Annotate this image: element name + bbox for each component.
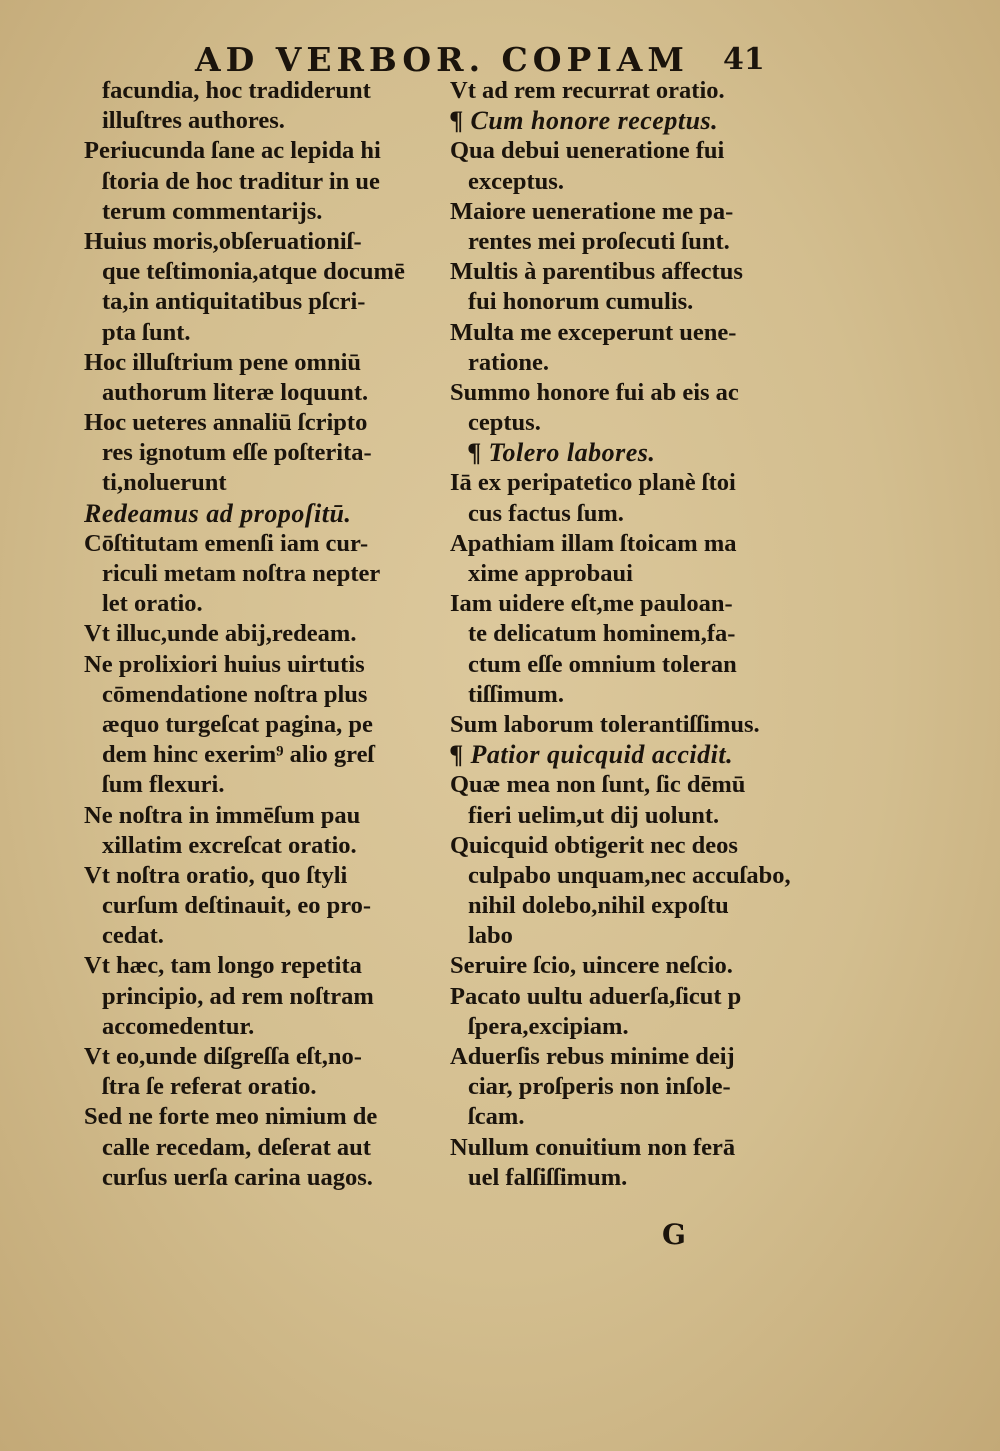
text-line: ciar, proſperis non inſole- xyxy=(468,1073,731,1101)
section-heading: Redeamus ad propoſitū. xyxy=(84,498,352,528)
text-line: Hoc ueteres annaliū ſcripto xyxy=(84,409,368,437)
text-line: Seruire ſcio, uincere neſcio. xyxy=(450,952,733,980)
text-line: xillatim excreſcat oratio. xyxy=(102,831,357,859)
text-line: Qua debui ueneratione fui xyxy=(450,137,725,165)
text-line: cedat. xyxy=(102,922,164,950)
text-line: ſum flexuri. xyxy=(102,771,225,799)
text-line: Apathiam illam ſtoicam ma xyxy=(450,529,737,557)
text-line: ſtoria de hoc traditur in ue xyxy=(102,167,380,195)
text-line: Ne prolixiori huius uirtutis xyxy=(84,650,365,678)
running-header xyxy=(195,40,795,80)
text-line: exceptus. xyxy=(468,167,564,195)
text-line: ſpera,excipiam. xyxy=(468,1012,629,1040)
text-line: Quicquid obtigerit nec deos xyxy=(450,831,738,859)
text-line: res ignotum eſſe poſterita- xyxy=(102,439,372,467)
text-line: Hoc illuſtrium pene omniū xyxy=(84,348,362,376)
text-line: curſus uerſa carina uagos. xyxy=(102,1163,373,1191)
text-line: uel falſiſſimum. xyxy=(468,1163,628,1191)
text-line: illuſtres authores. xyxy=(102,107,285,135)
section-heading: ¶ Tolero labores. xyxy=(468,438,656,468)
text-line: ſtra ſe referat oratio. xyxy=(102,1073,317,1101)
text-line: accomedentur. xyxy=(102,1012,255,1040)
text-line: Quæ mea non ſunt, ſic dēmū xyxy=(450,771,746,799)
signature-mark: G xyxy=(662,1218,686,1251)
text-line: Nullum conuitium non ferā xyxy=(450,1133,736,1161)
text-line: fui honorum cumulis. xyxy=(468,288,694,316)
text-line: que teſtimonia,atque documē xyxy=(102,258,405,286)
folio-number: 41 xyxy=(723,42,765,77)
left-column xyxy=(84,76,449,1193)
text-line: pta ſunt. xyxy=(102,318,191,346)
text-line: Pacato uultu aduerſa,ſicut p xyxy=(450,982,742,1010)
text-line: Periucunda ſane ac lepida hi xyxy=(84,137,381,165)
section-heading: ¶ Patior quicquid accidit. xyxy=(450,740,734,770)
text-line: Sum laborum tolerantiſſimus. xyxy=(450,710,760,738)
text-line: Vt ad rem recurrat oratio. xyxy=(450,77,725,104)
text-line: rentes mei proſecuti ſunt. xyxy=(468,227,730,255)
running-title: AD VERBOR. COPIAM xyxy=(195,40,689,79)
text-line: Multis à parentibus affectus xyxy=(450,258,743,286)
text-line: cōmendatione noſtra plus xyxy=(102,680,368,708)
text-line: Vt hæc, tam longo repetita xyxy=(84,952,362,980)
text-line: let oratio. xyxy=(102,590,203,618)
text-line: xime approbaui xyxy=(468,560,633,587)
text-line: Summo honore fui ab eis ac xyxy=(450,378,739,406)
text-line: æquo turgeſcat pagina, pe xyxy=(102,710,373,738)
text-line: nihil dolebo,nihil expoſtu xyxy=(468,892,729,920)
text-line: ti,noluerunt xyxy=(102,469,227,497)
text-line: te delicatum hominem,fa- xyxy=(468,620,736,648)
text-line: calle recedam, deſerat aut xyxy=(102,1133,371,1161)
section-heading: ¶ Cum honore receptus. xyxy=(450,106,719,136)
text-line: fieri uelim,ut dij uolunt. xyxy=(468,801,720,829)
text-line: labo xyxy=(468,922,513,950)
text-line: cus factus ſum. xyxy=(468,499,624,527)
text-line: ceptus. xyxy=(468,409,541,437)
text-line: Iam uidere eſt,me pauloan- xyxy=(450,590,733,618)
text-line: Iā ex peripatetico planè ſtoi xyxy=(450,469,736,497)
text-line: Maiore ueneratione me pa- xyxy=(450,197,734,225)
text-line: Ne noſtra in immēſum pau xyxy=(84,801,361,829)
text-line: terum commentarijs. xyxy=(102,197,323,225)
text-line: ſcam. xyxy=(468,1103,525,1131)
text-line: facundia, hoc tradiderunt xyxy=(102,77,371,104)
right-column xyxy=(450,76,820,1193)
text-line: dem hinc exerim⁹ alio greſ xyxy=(102,741,375,769)
text-line: curſum deſtinauit, eo pro- xyxy=(102,892,372,920)
text-line: Vt eo,unde diſgreſſa eſt,no- xyxy=(84,1043,362,1070)
text-line: Cōſtitutam emenſi iam cur- xyxy=(84,529,369,557)
text-line: Huius moris,obſeruationiſ- xyxy=(84,227,362,255)
text-line: Multa me exceperunt uene- xyxy=(450,318,737,346)
text-line: ta,in antiquitatibus pſcri- xyxy=(102,288,366,316)
text-line: tiſſimum. xyxy=(468,680,564,708)
text-line: ratione. xyxy=(468,348,549,376)
text-line: authorum literæ loquunt. xyxy=(102,378,369,406)
text-line: Vt illuc,unde abij,redeam. xyxy=(84,620,357,648)
text-line: riculi metam noſtra nepter xyxy=(102,560,381,587)
text-line: principio, ad rem noſtram xyxy=(102,982,374,1010)
text-line: Vt noſtra oratio, quo ſtyli xyxy=(84,861,348,889)
text-line: culpabo unquam,nec accuſabo, xyxy=(468,861,791,889)
text-line: ctum eſſe omnium toleran xyxy=(468,650,737,678)
text-line: Sed ne forte meo nimium de xyxy=(84,1103,378,1131)
text-line: Aduerſis rebus minime deij xyxy=(450,1043,735,1070)
